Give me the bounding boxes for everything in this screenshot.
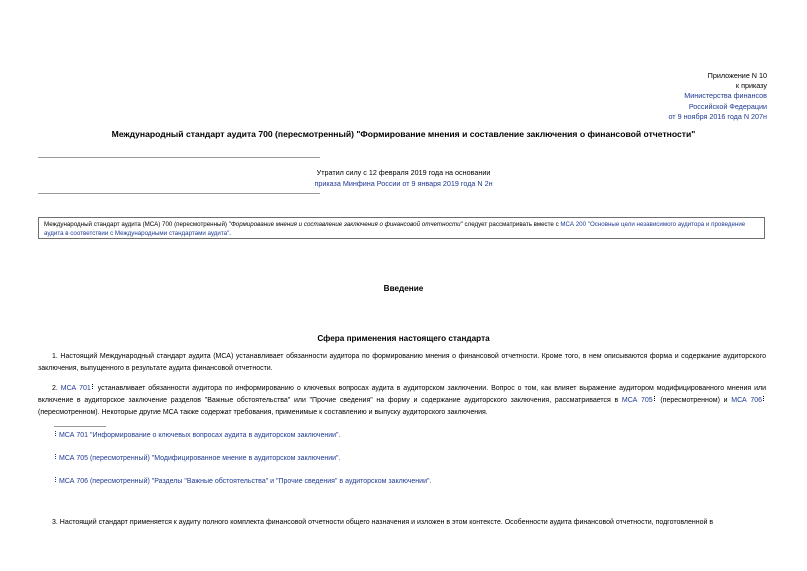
- divider-bottom: [38, 193, 320, 194]
- intro-heading: Введение: [383, 284, 424, 293]
- footnote-marker-icon: [54, 430, 59, 437]
- appendix-block: [668, 71, 767, 122]
- footnote-1[interactable]: [54, 430, 340, 439]
- paragraph-2-num: 2.: [52, 385, 61, 392]
- appendix-ministry-link[interactable]: Министерства финансов: [684, 91, 767, 101]
- paragraph-1: [38, 351, 766, 375]
- footnote-ref-icon[interactable]: [653, 395, 657, 402]
- lost-force-notice: [0, 168, 807, 189]
- isa705-link[interactable]: МСА 705: [621, 397, 653, 405]
- isa701-link[interactable]: МСА 701: [60, 385, 91, 392]
- paragraph-2: [38, 383, 766, 420]
- paragraph-3-text: 3. Настоящий стандарт применяется к аудиту полного комплекта финансовой отчетности общего назначения и изложен в этом контексте. Особенности аудита финансовой отчетности, подготовленной в: [52, 519, 714, 526]
- divider-top: [38, 157, 320, 158]
- footnote-marker-icon: [54, 476, 59, 483]
- note-text-2: " следует рассматривать вместе с: [460, 221, 561, 228]
- note-isa200-link[interactable]: МСА 200 "Основные цели независимого аудитора и проведение аудита в соответствии с Международными стандартами аудита": [44, 221, 746, 238]
- lost-force-order-link[interactable]: приказа Минфина России от 9 января 2019 года N 2н: [314, 178, 493, 188]
- paragraph-2-text-1: устанавливает обязанности аудитора по информированию о ключевых вопросах аудита в аудиторском заключении. Вопрос о том, как влияет выражение аудитором модифицированного мнения или включение в аудиторское заключение разделов "Важные обстоятельства" или "Прочие сведения" на форму и содержание аудиторского заключения, рассматривается в: [38, 385, 766, 405]
- note-text-end: .: [229, 230, 231, 238]
- footnote-3-text[interactable]: МСА 706 (пересмотренный) "Разделы "Важные обстоятельства" и "Прочие сведения" в аудиторском заключении".: [59, 478, 432, 485]
- paragraph-1-text: 1. Настоящий Международный стандарт аудита (МСА) устанавливает обязанности аудитора по формированию мнения о финансовой отчетности. Кроме того, в нем описываются форма и содержание аудиторского заключения, выпущенного в результате аудита финансовой отчетности.: [38, 353, 766, 373]
- footnote-2[interactable]: [54, 453, 340, 462]
- footnote-3[interactable]: [54, 476, 431, 485]
- isa706-link[interactable]: МСА 706: [731, 397, 762, 405]
- paragraph-2-text-3: (пересмотренном). Некоторые другие МСА также содержат требования, применимые к составлению и выпуску аудиторского заключения.: [38, 409, 488, 417]
- footnote-marker-icon: [54, 453, 59, 460]
- appendix-number: Приложение N 10: [707, 71, 767, 80]
- appendix-country-link[interactable]: Российской Федерации: [688, 101, 767, 111]
- note-text-1: Международный стандарт аудита (МСА) 700 (пересмотренный) ": [44, 221, 231, 228]
- footnote-2-text[interactable]: МСА 705 (пересмотренный) "Модифицированное мнение в аудиторском заключении".: [59, 455, 341, 462]
- note-text-italic: Формирование мнения и составление заключения о финансовой отчетности: [230, 221, 461, 228]
- footnote-ref-icon[interactable]: [762, 395, 766, 402]
- appendix-order: к приказу: [735, 81, 767, 91]
- appendix-date-link[interactable]: от 9 ноября 2016 года N 207н: [668, 111, 767, 121]
- paragraph-3: [38, 517, 766, 529]
- paragraph-2-text-2: (пересмотренном) и: [656, 397, 732, 405]
- document-title: Международный стандарт аудита 700 (пересмотренный) "Формирование мнения и составление заключения о финансовой отчетности": [111, 129, 696, 139]
- footnote-1-text[interactable]: МСА 701 "Информирование о ключевых вопросах аудита в аудиторском заключении".: [59, 432, 341, 439]
- lost-force-text: Утратил силу с 12 февраля 2019 года на основании: [316, 168, 491, 177]
- note-box: [38, 217, 765, 239]
- footnote-divider: [54, 426, 106, 427]
- scope-heading: Сфера применения настоящего стандарта: [317, 334, 490, 343]
- footnote-ref-icon[interactable]: [91, 383, 95, 390]
